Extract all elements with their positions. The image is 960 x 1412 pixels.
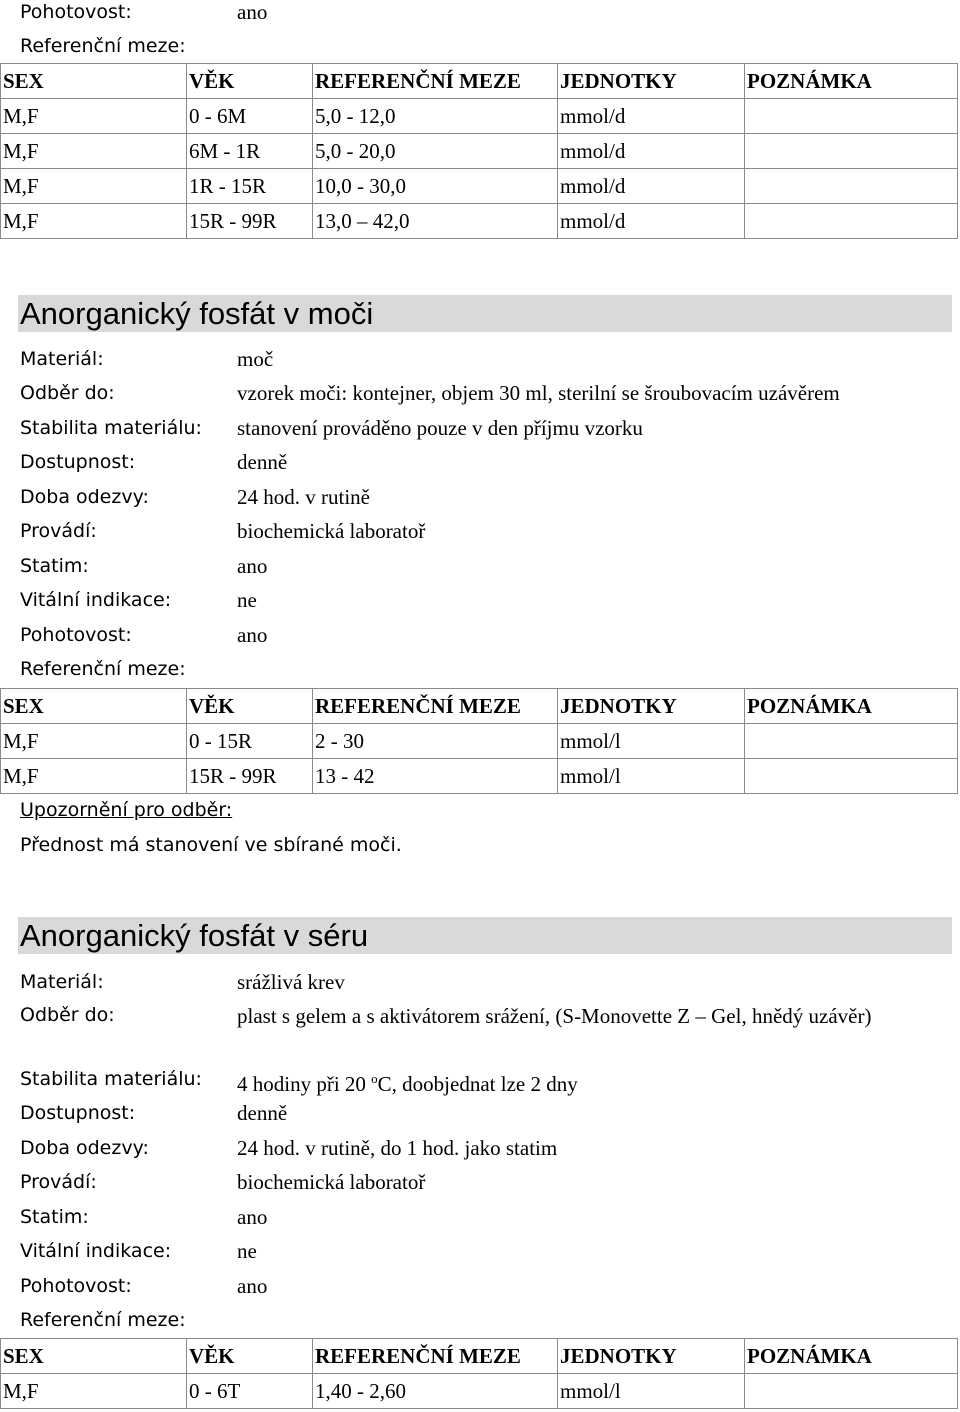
collection-warning-text: Přednost má stanovení ve sbírané moči.	[20, 834, 402, 856]
table-row	[1, 759, 958, 794]
reference-table	[0, 688, 958, 794]
field-performed-by	[20, 518, 950, 544]
field-value: denně	[237, 1101, 288, 1125]
cell-sex: M,F	[1, 134, 187, 169]
collection-warning-label: Upozornění pro odběr:	[20, 799, 233, 821]
field-value: ano	[237, 1274, 268, 1298]
cell-sex: M,F	[1, 204, 187, 239]
field-stability	[20, 415, 950, 441]
cell-age: 0 - 15R	[187, 724, 313, 759]
field-label: Dostupnost:	[20, 1102, 136, 1124]
section-title-serum: Anorganický fosfát v séru	[18, 917, 952, 954]
column-header-note: POZNÁMKA	[745, 689, 958, 724]
field-label: Doba odezvy:	[20, 1137, 149, 1159]
cell-age: 15R - 99R	[187, 759, 313, 794]
stability-text-part: 4 hodiny při 20	[237, 1072, 372, 1096]
cell-units: mmol/d	[558, 134, 745, 169]
field-value: 24 hod. v rutině	[237, 485, 370, 509]
field-label: Vitální indikace:	[20, 1240, 172, 1262]
column-header-note: POZNÁMKA	[745, 64, 958, 99]
field-label: Provádí:	[20, 520, 97, 542]
column-header-reference: REFERENČNÍ MEZE	[313, 1339, 558, 1374]
column-header-units: JEDNOTKY	[558, 1339, 745, 1374]
field-material	[20, 346, 950, 372]
cell-note	[745, 204, 958, 239]
field-label: Statim:	[20, 555, 89, 577]
field-label: Dostupnost:	[20, 451, 136, 473]
field-value: ne	[237, 1239, 257, 1263]
field-value: ano	[237, 554, 268, 578]
column-header-sex: SEX	[1, 689, 187, 724]
table-header-row	[1, 64, 958, 99]
cell-note	[745, 99, 958, 134]
cell-sex: M,F	[1, 99, 187, 134]
cell-note	[745, 724, 958, 759]
cell-age: 15R - 99R	[187, 204, 313, 239]
field-response-time	[20, 484, 950, 510]
cell-age: 0 - 6M	[187, 99, 313, 134]
field-value: moč	[237, 347, 274, 371]
field-label: Odběr do:	[20, 382, 115, 404]
cell-units: mmol/d	[558, 169, 745, 204]
field-label: Odběr do:	[20, 1004, 115, 1026]
field-vital-indication	[20, 587, 950, 613]
field-value: ano	[237, 1205, 268, 1229]
cell-reference: 5,0 - 20,0	[313, 134, 558, 169]
degree-superscript: o	[371, 1071, 378, 1086]
field-emergency	[20, 1273, 950, 1299]
field-collection	[20, 380, 950, 406]
cell-units: mmol/l	[558, 759, 745, 794]
cell-reference: 5,0 - 12,0	[313, 99, 558, 134]
table-row	[1, 134, 958, 169]
field-label: Stabilita materiálu:	[20, 417, 202, 439]
field-value: biochemická laboratoř	[237, 1170, 426, 1194]
field-vital-indication	[20, 1238, 950, 1264]
field-label: Pohotovost:	[20, 1, 132, 23]
table-row	[1, 169, 958, 204]
field-availability	[20, 449, 950, 475]
field-value: ne	[237, 588, 257, 612]
column-header-age: VĚK	[187, 689, 313, 724]
field-label: Materiál:	[20, 971, 104, 993]
field-label: Vitální indikace:	[20, 589, 172, 611]
stability-text-part: C, doobjednat lze 2 dny	[377, 1072, 578, 1096]
column-header-sex: SEX	[1, 1339, 187, 1374]
reference-limits-label: Referenční meze:	[20, 658, 186, 680]
cell-sex: M,F	[1, 759, 187, 794]
table-header-row	[1, 1339, 958, 1374]
cell-sex: M,F	[1, 1374, 187, 1409]
cell-sex: M,F	[1, 169, 187, 204]
cell-reference: 2 - 30	[313, 724, 558, 759]
field-value	[237, 1066, 950, 1097]
cell-reference: 1,40 - 2,60	[313, 1374, 558, 1409]
field-value: 24 hod. v rutině, do 1 hod. jako statim	[237, 1136, 558, 1160]
field-value: srážlivá krev	[237, 970, 345, 994]
cell-age: 6M - 1R	[187, 134, 313, 169]
cell-reference: 13,0 – 42,0	[313, 204, 558, 239]
cell-units: mmol/l	[558, 1374, 745, 1409]
cell-units: mmol/d	[558, 204, 745, 239]
table-row	[1, 99, 958, 134]
field-label: Provádí:	[20, 1171, 97, 1193]
column-header-units: JEDNOTKY	[558, 689, 745, 724]
field-collection	[20, 1002, 950, 1031]
field-pohotovost	[20, 0, 950, 25]
field-statim	[20, 553, 950, 579]
cell-age: 0 - 6T	[187, 1374, 313, 1409]
column-header-reference: REFERENČNÍ MEZE	[313, 64, 558, 99]
column-header-sex: SEX	[1, 64, 187, 99]
field-label: Statim:	[20, 1206, 89, 1228]
cell-reference: 13 - 42	[313, 759, 558, 794]
field-value: stanovení prováděno pouze v den příjmu vzorku	[237, 416, 643, 440]
field-label: Pohotovost:	[20, 1275, 132, 1297]
column-header-reference: REFERENČNÍ MEZE	[313, 689, 558, 724]
table-row	[1, 1374, 958, 1409]
table-row	[1, 204, 958, 239]
field-performed-by	[20, 1169, 950, 1195]
field-value: biochemická laboratoř	[237, 519, 426, 543]
field-label: Pohotovost:	[20, 624, 132, 646]
table-header-row	[1, 689, 958, 724]
cell-note	[745, 759, 958, 794]
field-statim	[20, 1204, 950, 1230]
table-row	[1, 724, 958, 759]
column-header-units: JEDNOTKY	[558, 64, 745, 99]
reference-table	[0, 63, 958, 239]
field-stability	[20, 1066, 950, 1097]
cell-units: mmol/l	[558, 724, 745, 759]
column-header-age: VĚK	[187, 1339, 313, 1374]
field-availability	[20, 1100, 950, 1126]
field-response-time	[20, 1135, 950, 1161]
field-value: plast s gelem a s aktivátorem srážení, (S-Monovette Z – Gel, hnědý uzávěr)	[237, 1004, 872, 1028]
field-material	[20, 969, 950, 995]
reference-limits-label: Referenční meze:	[20, 1309, 186, 1331]
section-title-urine: Anorganický fosfát v moči	[18, 295, 952, 332]
cell-note	[745, 169, 958, 204]
field-value: vzorek moči: kontejner, objem 30 ml, sterilní se šroubovacím uzávěrem	[237, 381, 840, 405]
field-label: Stabilita materiálu:	[20, 1068, 202, 1090]
cell-note	[745, 1374, 958, 1409]
cell-sex: M,F	[1, 724, 187, 759]
field-value: ano	[237, 623, 268, 647]
reference-limits-label: Referenční meze:	[20, 35, 186, 57]
column-header-age: VĚK	[187, 64, 313, 99]
field-value: denně	[237, 450, 288, 474]
cell-units: mmol/d	[558, 99, 745, 134]
cell-note	[745, 134, 958, 169]
reference-table	[0, 1338, 958, 1409]
field-emergency	[20, 622, 950, 648]
field-label: Materiál:	[20, 348, 104, 370]
field-value: ano	[237, 0, 268, 24]
cell-age: 1R - 15R	[187, 169, 313, 204]
cell-reference: 10,0 - 30,0	[313, 169, 558, 204]
field-label: Doba odezvy:	[20, 486, 149, 508]
column-header-note: POZNÁMKA	[745, 1339, 958, 1374]
